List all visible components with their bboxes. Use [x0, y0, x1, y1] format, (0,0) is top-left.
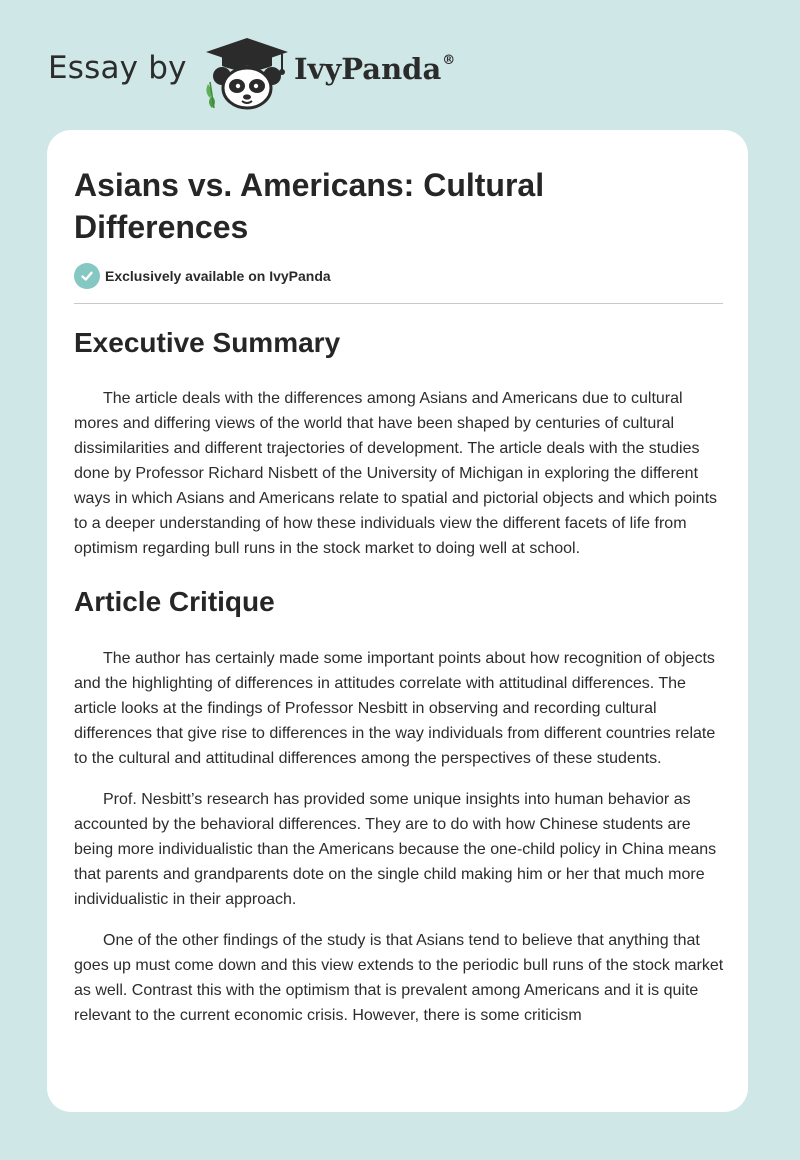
page-title: Asians vs. Americans: Cultural Differences	[74, 167, 545, 245]
site-header	[48, 34, 508, 110]
exclusive-badge	[74, 263, 331, 289]
paragraph: The author has certainly made some important points about how recognition of objects and the highlighting of differences in attitudes correlate with attitudinal differences. The article looks at the findings of Professor Nesbitt in observing and recording cultural differences that give rise to differences in the way individuals from different countries relate to the cultural and attitudinal differences among the perspectives of these students.	[74, 650, 716, 767]
brand-name	[294, 52, 455, 86]
registered-mark: ®	[442, 53, 456, 68]
paragraph: The article deals with the differences among Asians and Americans due to cultural mores and differing views of the world that have been shaped by centuries of cultural dissimilarities and different trajectories of development. The article deals with the studies done by Professor Richard Nisbett of the University of Michigan in exploring the different ways in which Asians and Americans relate to spatial and pictorial objects and which points to a deeper understanding of how these individuals view the different facets of life from optimism regarding bull runs in the stock market to doing well at school.	[74, 390, 718, 557]
ivypanda-logo-link[interactable]	[202, 36, 292, 110]
section-heading-executive-summary: Executive Summary	[74, 327, 341, 358]
essay-body	[74, 323, 730, 1028]
check-circle-icon	[74, 263, 100, 289]
brand-name-text: IvyPanda	[294, 52, 442, 86]
paragraph: Prof. Nesbitt’s research has provided some unique insights into human behavior as accounted by the behavioral differences. They are to do with how Chinese students are being more individualistic than the Americans because the one-child policy in China means that parents and grandparents dote on the single child making him or her that much more individualistic in their approach.	[74, 791, 717, 908]
badge-text: Exclusively available on IvyPanda	[105, 268, 331, 284]
paragraph: One of the other findings of the study is that Asians tend to believe that anything that goes up must come down and this view extends to the periodic bull runs of the stock market as well. Contrast this with the optimism that is prevalent among Americans and it is quite relevant to the current economic crisis. However, there is some criticism	[74, 932, 724, 1024]
essay-card	[47, 130, 748, 1112]
divider	[74, 303, 723, 304]
essay-by-label: Essay by	[48, 50, 187, 86]
panda-graduate-icon	[202, 36, 292, 110]
section-heading-article-critique: Article Critique	[74, 586, 275, 617]
